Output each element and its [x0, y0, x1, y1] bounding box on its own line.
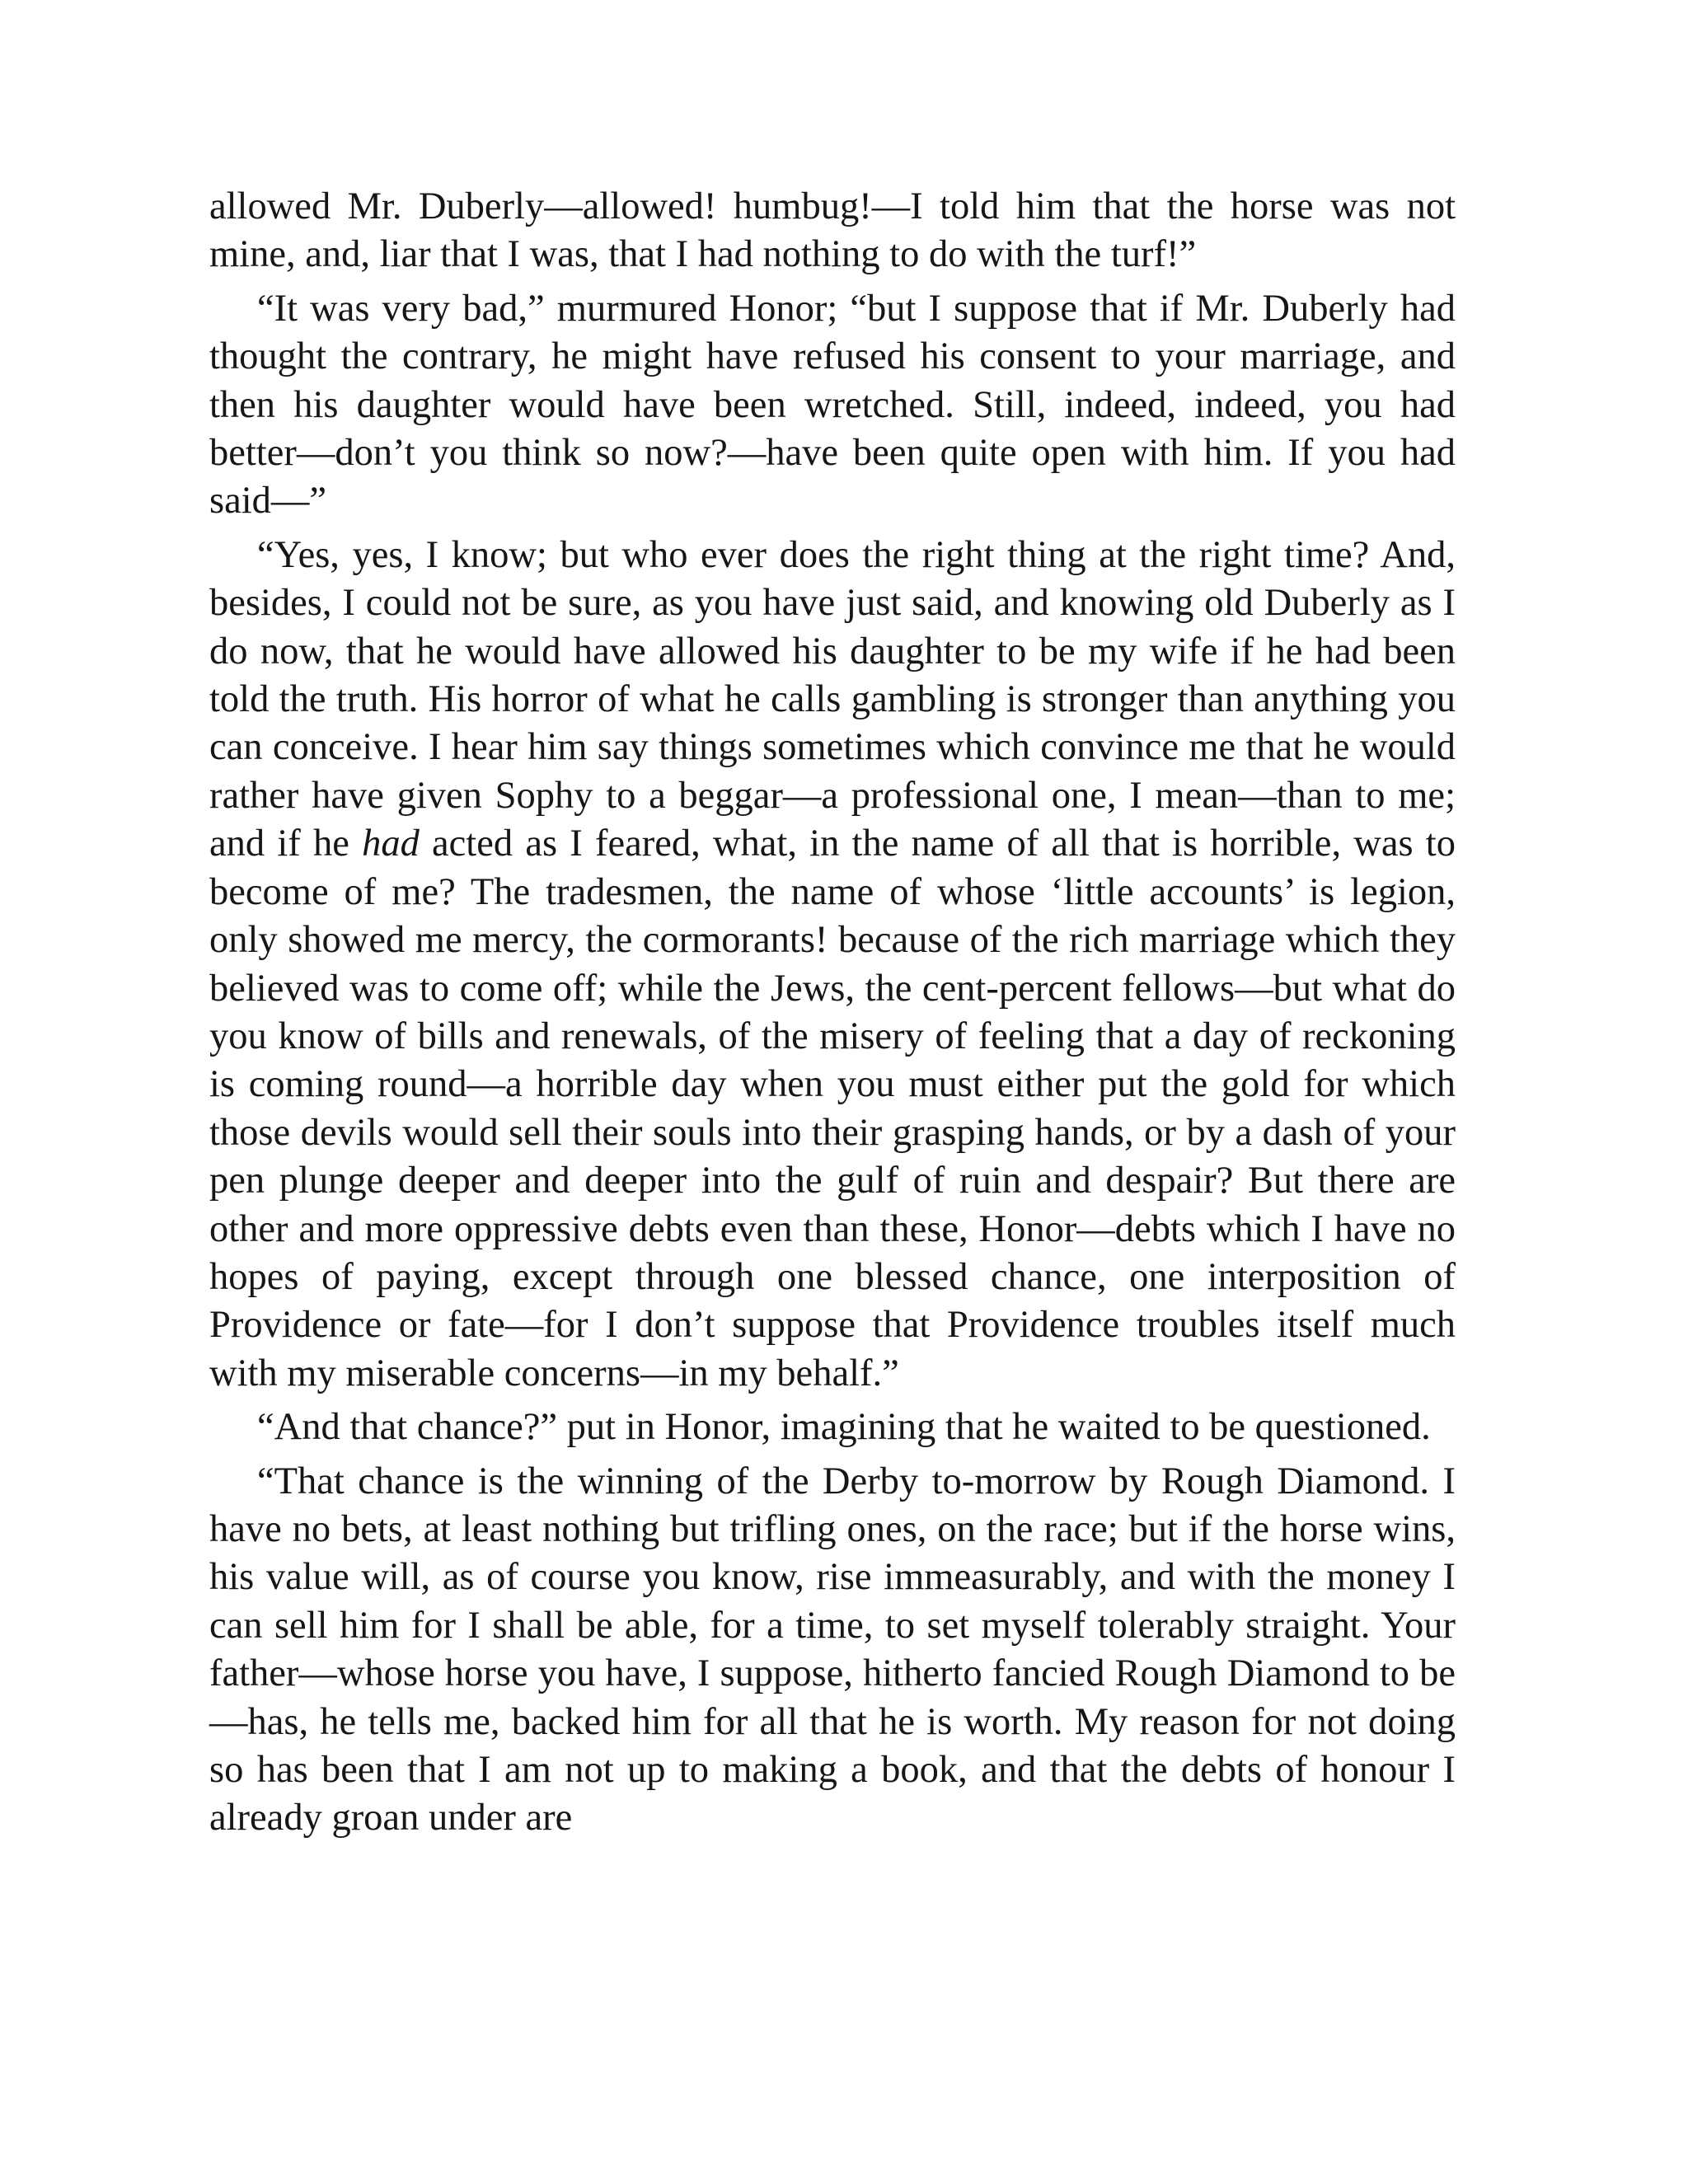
paragraph-continued: allowed Mr. Duberly—allowed! humbug!—I told him that the horse was not mine, and, liar that I was, that I had nothing to do with the turf!” — [209, 185, 1456, 276]
paragraph-text-before-emphasis: “Yes, yes, I know; but who ever does the right thing at the right time? And, besides, I could not be sure, as you have just said, and knowing old Duberly as I do now, that he would have allowed his daughter to be my wife if he had been told the truth. His horror of what he calls gambling is stronger than anything you can conceive. I hear him say things sometimes which convince me that he would rather have given Sophy to a beggar—a professional one, I mean—than to me; and if he — [209, 533, 1456, 865]
paragraph-honor-reply: “It was very bad,” murmured Honor; “but I suppose that if Mr. Duberly had thought the contrary, he might have refused his consent to your marriage, and then his daughter would have been wretched. Still, indeed, indeed, you had better—don’t you think so now?—have been quite open with him. If you had said—” — [209, 287, 1456, 523]
paragraph-and-that-chance: “And that chance?” put in Honor, imagining that he waited to be questioned. — [257, 1406, 1431, 1449]
paragraph-yes-yes — [209, 532, 1456, 1398]
paragraph-text-after-emphasis: acted as I feared, what, in the name of all that is horrible, was to become of me? The tradesmen, the name of whose ‘little accounts’ is legion, only showed me mercy, the cormorants! because of the rich marriage which they believed was to come off; while the Jews, the cent-percent fellows—but what do you know of bills and renewals, of the misery of feeling that a day of reckoning is coming round—a horrible day when you must either put the gold for which those devils would sell their souls into their grasping hands, or by a dash of your pen plunge deeper and deeper into the gulf of ruin and despair? But there are other and more oppressive debts even than these, Honor—debts which I have no hopes of paying, except through one blessed chance, one interposition of Providence or fate—for I don’t suppose that Providence troubles itself much with my miserable concerns—in my behalf.” — [209, 823, 1456, 1394]
paragraph-that-chance: “That chance is the winning of the Derby to-morrow by Rough Diamond. I have no bets, at least nothing but trifling ones, on the race; but if the horse wins, his value will, as of course you know, rise immeasurably, and with the money I can sell him for I shall be able, for a time, to set myself tolerably straight. Your father—whose horse you have, I suppose, hitherto fancied Rough Diamond to be—has, he tells me, backed him for all that he is worth. My reason for not doing so has been that I am not up to making a book, and that the debts of honour I already groan under are — [209, 1460, 1456, 1840]
book-page — [209, 183, 1456, 1843]
emphasis-had: had — [362, 823, 420, 865]
